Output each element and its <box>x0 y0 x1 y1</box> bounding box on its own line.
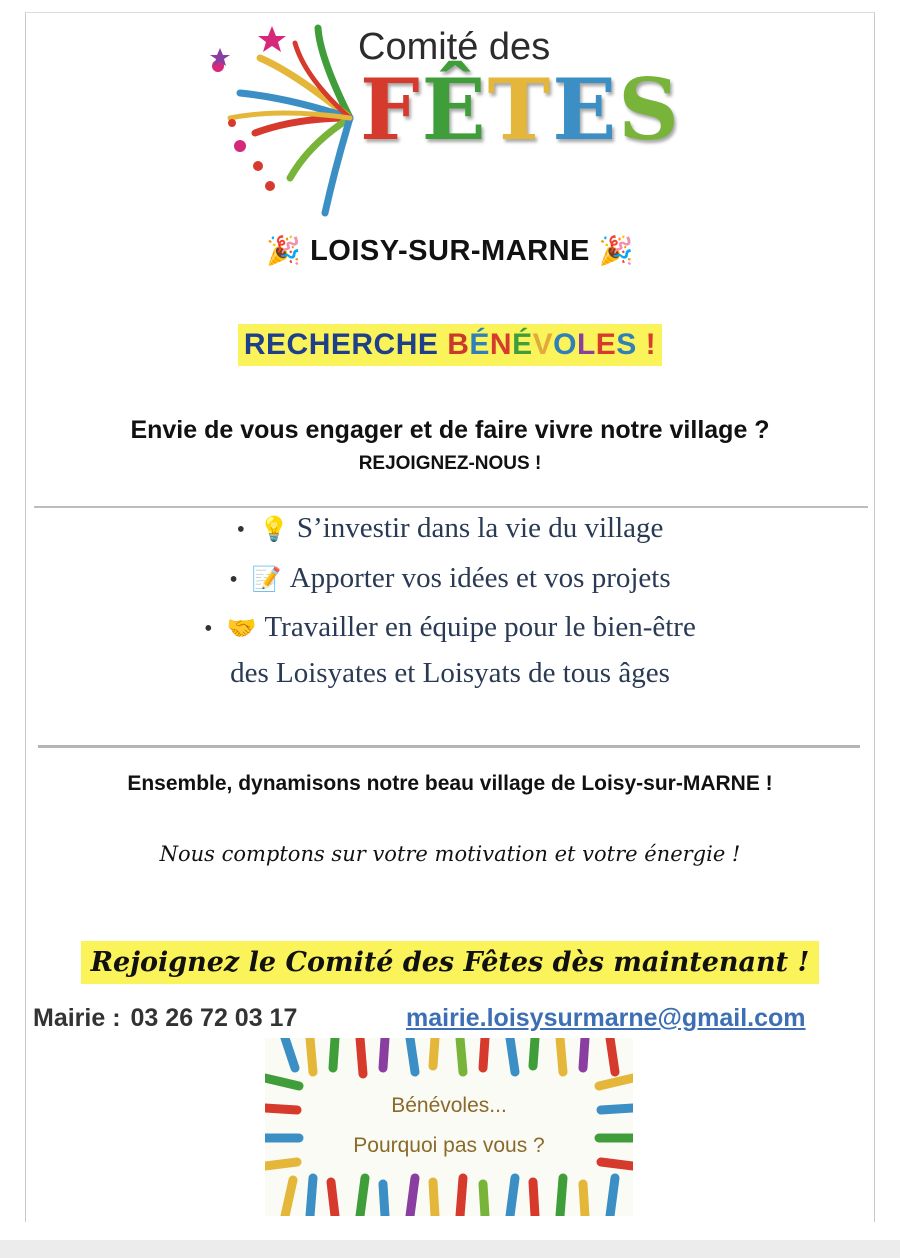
town-name: LOISY-SUR-MARNE <box>310 235 590 267</box>
bullet-dot: • <box>229 567 238 593</box>
hands-caption-2: Pourquoi pas vous ? <box>353 1134 545 1157</box>
together-text: Ensemble, dynamisons notre beau village de Loisy-sur-MARNE ! <box>127 772 773 795</box>
divider <box>34 506 868 508</box>
memo-icon: 📝 <box>251 565 282 593</box>
headline-part: E <box>595 328 617 361</box>
join-callout: Rejoignez le Comité des Fêtes dès maintenant ! <box>81 941 820 984</box>
divider <box>38 745 860 748</box>
volunteers-hands-image <box>265 1038 633 1216</box>
raised-hands-icon <box>265 1038 633 1216</box>
intro-call: REJOIGNEZ-NOUS ! <box>358 453 542 474</box>
handshake-icon: 🤝 <box>226 614 257 642</box>
headline-part: ! <box>636 328 657 361</box>
bullet-text: Travailler en équipe pour le bien-être <box>264 611 696 643</box>
town-heading <box>0 234 900 268</box>
logo-title-line1: Comité des <box>358 26 551 68</box>
bullet-dot: • <box>204 616 213 642</box>
headline-part: RECHERCHE <box>243 328 448 361</box>
bullet-dot: • <box>236 517 246 543</box>
list-item <box>0 611 900 644</box>
hands-caption-1: Bénévoles... <box>391 1094 507 1117</box>
headline-part: N <box>489 328 513 361</box>
logo-letter: E <box>552 60 619 159</box>
mairie-contact <box>33 1004 297 1033</box>
headline-part: É <box>469 328 490 361</box>
headline-part: O <box>553 328 577 361</box>
bullet-text: Apporter vos idées et vos projets <box>289 562 671 594</box>
bullet-text: S’investir dans la vie du village <box>296 512 664 544</box>
logo-letter: S <box>618 60 681 159</box>
headline <box>238 324 662 366</box>
intro-question: Envie de vous engager et de faire vivre notre village ? <box>130 416 770 444</box>
phone-number: 03 26 72 03 17 <box>130 1004 298 1032</box>
bottom-strip <box>0 1240 900 1258</box>
headline-part: B <box>447 328 470 361</box>
logo-letter: F <box>360 60 422 159</box>
logo-title-line2 <box>360 60 681 159</box>
bullet-text: des Loisyates et Loisyats de tous âges <box>230 657 670 689</box>
logo-letter: T <box>487 60 553 159</box>
motivation-text: Nous comptons sur votre motivation et votre énergie ! <box>159 842 741 866</box>
list-item-continuation <box>0 657 900 690</box>
list-item <box>0 512 900 545</box>
headline-part: É <box>512 328 533 361</box>
join-wrap <box>0 941 900 984</box>
comite-logo <box>200 18 680 228</box>
headline-wrap <box>0 324 900 366</box>
email-link[interactable]: mairie.loisysurmarne@gmail.com <box>406 1004 806 1032</box>
mairie-label: Mairie : <box>33 1004 121 1032</box>
headline-part: L <box>576 328 596 361</box>
party-popper-icon: 🎉 <box>266 235 302 266</box>
headline-part: V <box>532 328 554 361</box>
lightbulb-icon: 💡 <box>259 515 289 543</box>
list-item <box>0 562 900 595</box>
headline-part: S <box>616 328 637 361</box>
party-popper-icon: 🎉 <box>598 235 634 266</box>
logo-letter: Ê <box>421 60 488 159</box>
